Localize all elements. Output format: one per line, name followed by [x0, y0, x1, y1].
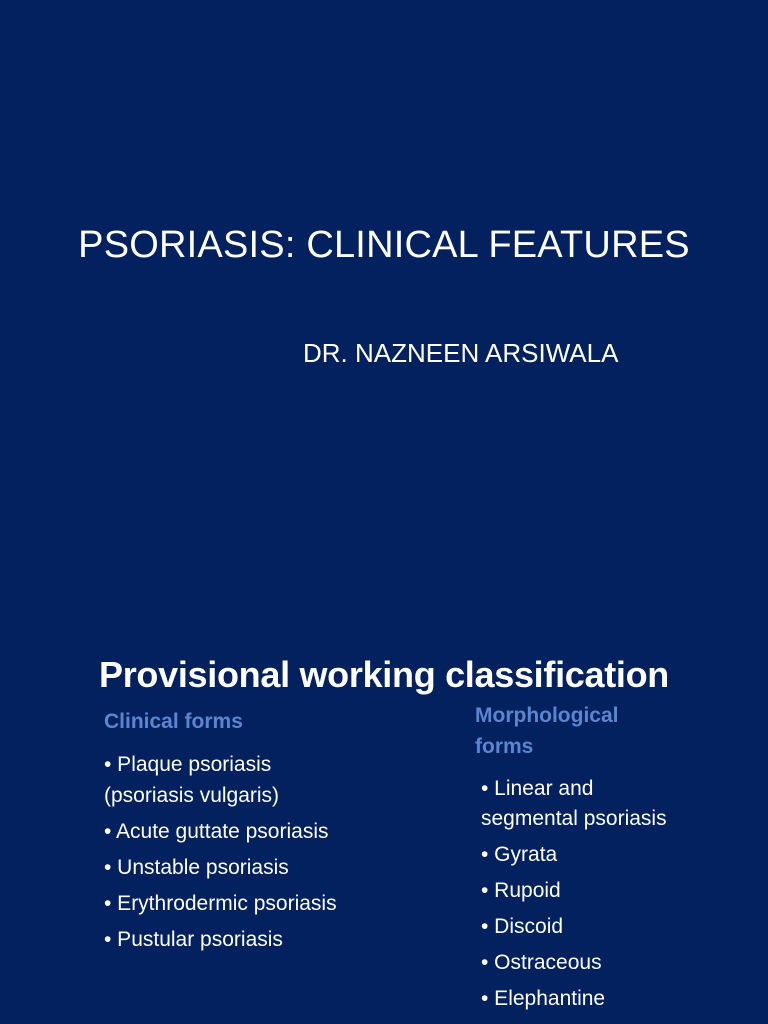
- classification-slide: [0, 610, 768, 1024]
- author-subtitle: DR. NAZNEEN ARSIWALA: [303, 338, 619, 368]
- list-item: • Discoid: [481, 915, 564, 938]
- list-item: • Linear and segmental psoriasis: [481, 777, 667, 830]
- list-item: • Elephantine: [481, 987, 606, 1010]
- morphological-forms-list: [475, 774, 675, 1014]
- list-item: • Erythrodermic psoriasis: [104, 892, 337, 915]
- list-item: • Pustular psoriasis: [104, 928, 283, 951]
- morphological-forms-header: Morphological forms: [475, 704, 619, 758]
- list-item: • Ostraceous: [481, 951, 602, 974]
- list-item: • Plaque psoriasis (psoriasis vulgaris): [104, 753, 280, 807]
- clinical-forms-list: [104, 749, 344, 955]
- clinical-forms-header: Clinical forms: [104, 710, 243, 733]
- list-item: • Unstable psoriasis: [104, 856, 289, 879]
- list-item: • Gyrata: [481, 843, 558, 866]
- slide-heading: Provisional working classification: [99, 654, 669, 695]
- slide-title: PSORIASIS: CLINICAL FEATURES: [78, 224, 690, 266]
- morphological-forms-column: [475, 700, 675, 1020]
- list-item: • Acute guttate psoriasis: [104, 820, 329, 843]
- list-item: • Rupoid: [481, 879, 561, 902]
- clinical-forms-column: [104, 706, 344, 960]
